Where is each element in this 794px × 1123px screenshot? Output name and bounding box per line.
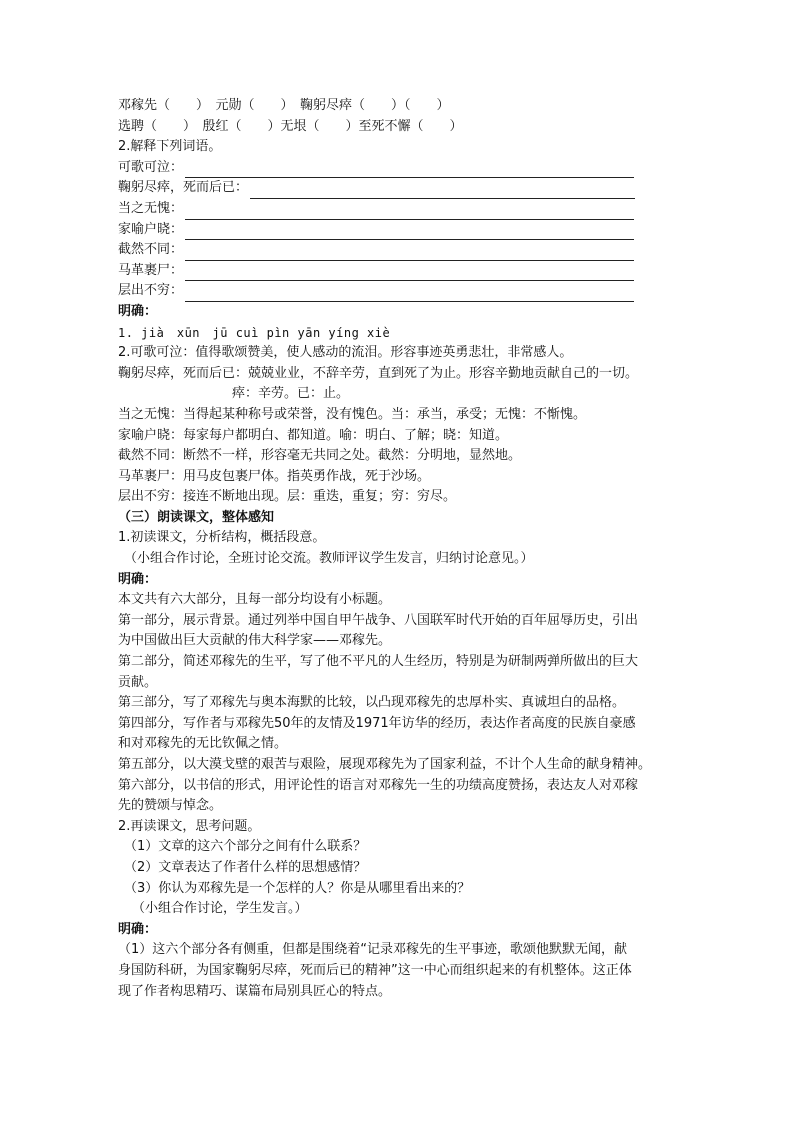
explain-term: 鞠躬尽瘁，死而后已： [118, 180, 249, 196]
explain-term: 马革裹尸： [118, 262, 184, 278]
answer-label: 明确： [118, 571, 158, 587]
explain-term: 当之无愧： [118, 200, 184, 216]
pinyin-answer: 1. jià xūn jū cuì pìn yān yíng xiè [118, 325, 391, 340]
pinyin-exercise-row-1: 邓稼先（ ） 元勋（ ） 鞠躬尽瘁（ ）（ ） [118, 98, 450, 113]
summary-line: 第六部分，以书信的形式，用评论性的语言对邓稼先一生的功绩高度赞扬，表达友人对邓稼 [118, 777, 639, 793]
final-answer-line: （1）这六个部分各有侧重，但都是围绕着“记录邓稼先的生平事迹，歌颂他默默无闻，献 [118, 942, 628, 958]
question-2-note: （小组合作讨论，学生发言。） [132, 901, 308, 917]
summary-line: 先的赞颂与悼念。 [118, 798, 223, 814]
explain-term: 截然不同： [118, 242, 184, 258]
answer-blank[interactable] [185, 205, 634, 220]
definition-line: 层出不穷：接连不断地出现。层：重迭，重复；穷：穷尽。 [118, 489, 457, 505]
summary-line: 第二部分，简述邓稼先的生平，写了他不平凡的人生经历，特别是为研制两弹所做出的巨大 [118, 654, 639, 670]
answer-label: 明确： [118, 303, 158, 319]
explain-term: 家喻户晓： [118, 221, 184, 237]
summary-line: 第三部分，写了邓稼先与奥本海默的比较，以凸现邓稼先的忠厚朴实、真诚坦白的品格。 [118, 695, 626, 711]
explain-item [118, 178, 678, 199]
summary-line: 和对邓稼先的无比钦佩之情。 [118, 736, 288, 752]
definition-line: 马革裹尸：用马皮包裹尸体。指英勇作战，死于沙场。 [118, 468, 431, 484]
definition-line: 当之无愧：当得起某种称号或荣誉，没有愧色。当：承当，承受；无愧：不惭愧。 [118, 406, 587, 422]
explain-item [118, 240, 678, 261]
definition-line: 鞠躬尽瘁，死而后已：兢兢业业，不辞辛劳，直到死了为止。形容辛勤地贡献自己的一切。 [118, 365, 639, 381]
explain-item [118, 261, 678, 282]
summary-line: 第一部分，展示背景。通过列举中国自甲午战争、八国联军时代开始的百年屈辱历史，引出 [118, 612, 639, 628]
answer-blank[interactable] [185, 266, 634, 281]
question-2-item: （2）文章表达了作者什么样的思想感情？ [124, 859, 367, 875]
summary-line: 第五部分，以大漠戈壁的艰苦与艰险，展现邓稼先为了国家利益，不计个人生命的献身精神。 [118, 757, 652, 772]
explain-term: 可歌可泣： [118, 159, 184, 175]
explain-title: 2.解释下列词语。 [118, 139, 222, 155]
answer-label: 明确： [118, 921, 158, 937]
definition-line: 2.可歌可泣：值得歌颂赞美，使人感动的流泪。形容事迹英勇悲壮，非常感人。 [118, 345, 573, 361]
summary-line: 第四部分，写作者与邓稼先50年的友情及1971年访华的经历，表达作者高度的民族自豪感 [118, 715, 636, 731]
document-page [118, 96, 678, 1002]
answer-blank[interactable] [185, 246, 634, 261]
summary-line: 贡献。 [118, 674, 158, 690]
question-2-item: （3）你认为邓稼先是一个怎样的人？你是从哪里看出来的？ [124, 880, 471, 896]
answer-blank[interactable] [185, 287, 634, 302]
summary-line: 本文共有六大部分，且每一部分均设有小标题。 [118, 592, 392, 608]
explain-item [118, 220, 678, 241]
section-heading: （三）朗读课文，整体感知 [118, 509, 275, 525]
explain-term: 层出不穷： [118, 283, 184, 299]
answer-blank[interactable] [185, 225, 634, 240]
definition-note: 瘁：辛劳。已：止。 [232, 386, 350, 402]
explain-item [118, 199, 678, 220]
final-answer-line: 现了作者构思精巧、谋篇布局别具匠心的特点。 [118, 983, 392, 999]
definition-line: 家喻户晓：每家每户都明白、都知道。喻：明白、了解；晓：知道。 [118, 427, 509, 443]
summary-line: 为中国做出巨大贡献的伟大科学家——邓稼先。 [118, 633, 392, 649]
answer-blank[interactable] [250, 184, 635, 199]
question-2-item: （1）文章的这六个部分之间有什么联系？ [124, 839, 367, 855]
answer-blank[interactable] [185, 163, 634, 178]
definition-line: 截然不同：断然不一样，形容毫无共同之处。截然：分明地，显然地。 [118, 448, 522, 464]
question-2: 2.再读课文，思考问题。 [118, 818, 261, 834]
question-1-note: （小组合作讨论，全班讨论交流。教师评议学生发言，归纳讨论意见。） [124, 551, 534, 567]
explain-item [118, 158, 678, 179]
final-answer-line: 身国防科研，为国家鞠躬尽瘁，死而后已的精神”这一中心而组织起来的有机整体。这正体 [118, 962, 632, 978]
explain-item [118, 281, 678, 302]
pinyin-exercise-row-2: 选聘（ ） 殷红（ ）无垠（ ）至死不懈（ ） [118, 118, 463, 134]
question-1: 1.初读课文，分析结构，概括段意。 [118, 530, 326, 546]
